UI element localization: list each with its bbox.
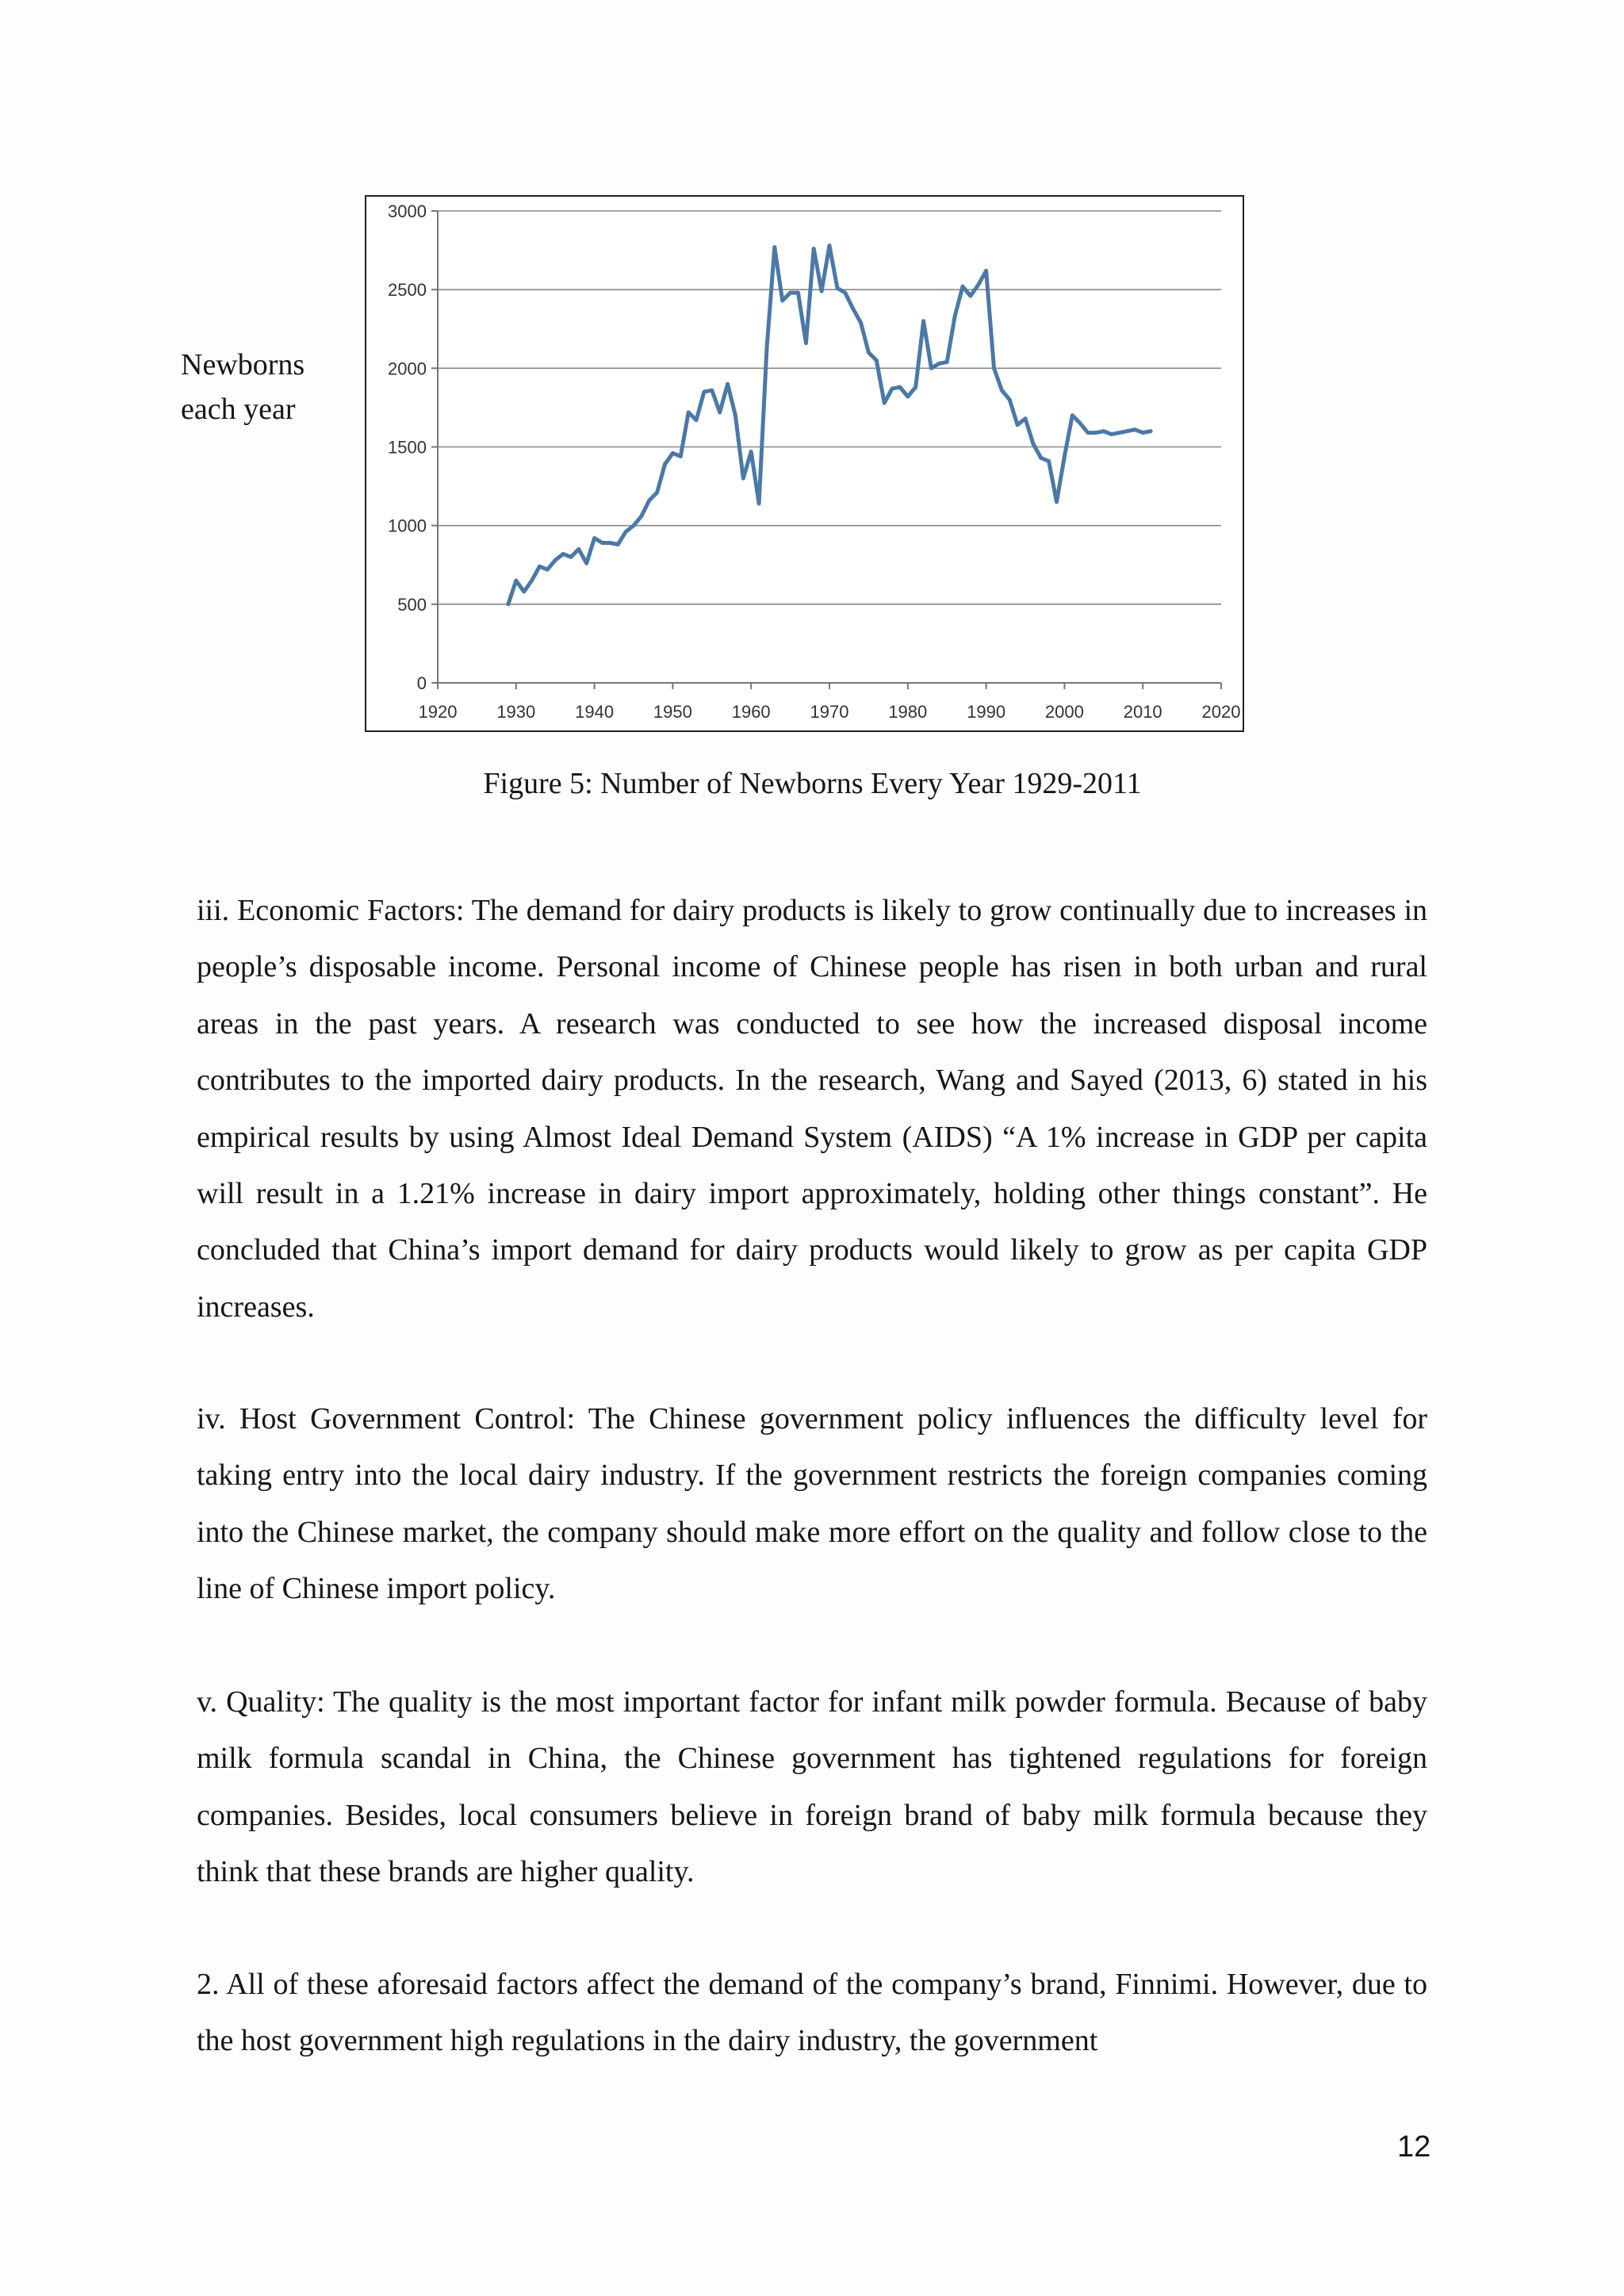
paragraph-economic-factors: iii. Economic Factors: The demand for dairy products is likely to grow continually due to increases in people’s disposable income. Personal income of Chinese people has risen in both urban and rural areas in the past years. A research was conducted to see how the increased disposal income contributes to the imported dairy products. In the research, Wang and Sayed (2013, 6) stated in his empirical results by using Almost Ideal Demand System (AIDS) “A 1% increase in GDP per capita will result in a 1.21% increase in dairy import approximately, holding other things constant”. He concluded that China’s import demand for dairy products would likely to grow as per capita GDP increases.	[197, 894, 1427, 1324]
figure-caption-text: Figure 5: Number of Newborns Every Year 1929-2011	[483, 767, 1142, 800]
data-point	[546, 568, 550, 572]
data-point	[851, 307, 855, 311]
y-tick-label: 1000	[388, 516, 427, 536]
data-point	[875, 358, 879, 362]
data-point	[828, 243, 832, 247]
y-tick-label: 1500	[388, 437, 427, 458]
x-tick-label: 1940	[575, 702, 615, 722]
data-point	[663, 462, 667, 466]
data-point	[1133, 427, 1137, 431]
data-point	[1109, 432, 1113, 436]
data-point	[1071, 413, 1074, 417]
y-tick-label: 2500	[388, 280, 427, 301]
data-point	[891, 387, 894, 391]
data-point	[1055, 500, 1059, 504]
data-point	[772, 245, 776, 249]
data-point	[898, 385, 902, 389]
data-point	[859, 320, 863, 324]
data-point	[553, 558, 557, 562]
data-point	[765, 346, 769, 350]
data-point	[1117, 431, 1121, 435]
data-point	[514, 579, 518, 583]
data-point	[843, 291, 847, 295]
y-label-line-2: each year	[181, 393, 296, 426]
data-point	[718, 410, 722, 414]
x-tick-label: 2010	[1123, 702, 1162, 722]
data-point	[1047, 459, 1051, 463]
data-point	[906, 395, 910, 399]
data-point	[507, 602, 511, 606]
data-point	[1063, 454, 1067, 458]
data-point	[561, 552, 565, 556]
x-tick-label: 1920	[418, 702, 458, 722]
data-point	[733, 413, 737, 417]
data-point	[538, 565, 542, 569]
data-point	[608, 541, 612, 545]
data-point	[780, 299, 784, 303]
data-point	[984, 269, 988, 273]
data-point	[600, 541, 604, 545]
data-point	[914, 385, 917, 389]
x-tick-label: 2000	[1044, 702, 1084, 722]
chart-frame	[366, 196, 1243, 731]
data-point	[867, 351, 871, 355]
x-tick-label: 1970	[810, 702, 849, 722]
data-point	[749, 450, 753, 454]
data-point	[921, 319, 925, 323]
data-point	[992, 366, 996, 370]
y-tick-label: 500	[397, 594, 427, 615]
data-point	[835, 286, 839, 290]
data-point	[703, 390, 707, 394]
data-point	[687, 410, 691, 414]
x-tick-label: 1990	[967, 702, 1006, 722]
data-point	[812, 247, 816, 251]
x-tick-label: 1950	[653, 702, 692, 722]
x-tick-label: 2020	[1201, 702, 1241, 722]
data-point	[1149, 429, 1153, 433]
data-point	[804, 341, 808, 345]
y-label-line-1: Newborns	[181, 348, 305, 381]
y-tick-label: 2000	[388, 358, 427, 379]
data-point	[883, 401, 887, 405]
data-point	[961, 285, 965, 289]
data-point	[976, 283, 980, 287]
x-tick-label: 1980	[888, 702, 928, 722]
data-point	[655, 491, 659, 495]
data-point	[757, 502, 761, 506]
data-point	[1094, 431, 1098, 435]
data-point	[788, 291, 792, 295]
data-point	[569, 555, 573, 559]
data-point	[671, 451, 675, 455]
data-point	[945, 360, 949, 364]
data-point	[1008, 398, 1012, 402]
data-point	[624, 530, 628, 534]
data-point	[741, 477, 745, 481]
data-point	[953, 314, 957, 318]
paragraph-aforesaid-factors: 2. All of these aforesaid factors affect the demand of the company’s brand, Finnimi. However, due to the host government high regulations in the dairy industry, the government	[197, 1968, 1427, 2058]
newborns-line-chart	[365, 195, 1245, 733]
x-tick-label: 1930	[496, 702, 536, 722]
data-point	[937, 362, 941, 366]
data-point	[584, 562, 588, 565]
paragraph-host-government-control: iv. Host Government Control: The Chinese government policy influences the difficulty level for taking entry into the local dairy industry. If the government restricts the foreign companies coming into the Chinese market, the company should make more effort on the quality and follow close to the line of Chinese import policy.	[197, 1402, 1427, 1606]
data-point	[1078, 421, 1082, 425]
data-point	[632, 523, 636, 527]
figure-caption	[0, 761, 1624, 806]
data-point	[1016, 423, 1020, 427]
x-tick-label: 1960	[731, 702, 771, 722]
data-point	[522, 590, 526, 594]
data-point	[1024, 416, 1028, 420]
y-tick-label: 3000	[388, 201, 427, 221]
data-point	[1000, 389, 1004, 393]
data-point	[530, 579, 534, 583]
y-tick-label: 0	[416, 673, 427, 693]
data-point	[1039, 456, 1043, 460]
data-point	[1125, 429, 1129, 433]
page-number: 12	[1397, 2130, 1431, 2164]
data-point	[1141, 431, 1145, 435]
data-point	[726, 382, 730, 386]
data-point	[1101, 429, 1105, 433]
data-point	[796, 291, 800, 295]
data-point	[679, 454, 683, 458]
data-point	[1086, 431, 1090, 435]
data-point	[710, 389, 714, 393]
paragraph-quality: v. Quality: The quality is the most important factor for infant milk powder formula. Because of baby milk formula scandal in China, the Chinese government has tightened regulations for foreign companies. Besides, local consumers believe in foreign brand of baby milk formula because they think that these brands are higher quality.	[197, 1685, 1427, 1889]
data-point	[616, 542, 620, 546]
data-point	[576, 547, 580, 551]
data-point	[695, 418, 699, 422]
data-point	[968, 294, 972, 298]
data-point	[1031, 442, 1035, 446]
data-point	[647, 499, 651, 503]
data-point	[929, 366, 933, 370]
chart-y-axis-label	[181, 343, 304, 431]
data-point	[820, 289, 824, 293]
data-point	[639, 514, 643, 518]
data-point	[592, 536, 596, 540]
